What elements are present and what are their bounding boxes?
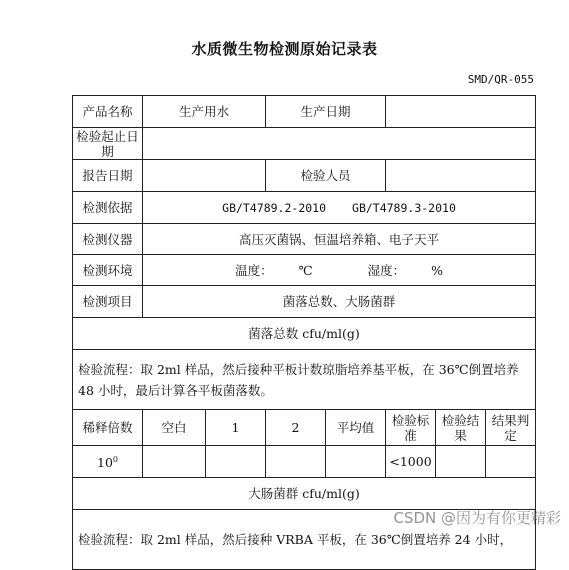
average-cell[interactable] xyxy=(326,446,386,478)
record-sheet xyxy=(72,95,535,547)
col-result-header: 检验结果 xyxy=(436,410,486,446)
plate-2-cell[interactable] xyxy=(266,446,326,478)
plate-1-cell[interactable] xyxy=(206,446,266,478)
dilution-exponent: 0 xyxy=(112,455,118,465)
judgement-cell[interactable] xyxy=(486,446,536,478)
inspector-label: 检验人员 xyxy=(266,160,386,192)
watermark: CSDN @因为有你更精彩 xyxy=(393,509,561,527)
row-colony-data xyxy=(73,446,536,478)
row-coliform-header xyxy=(73,478,536,510)
col-2-header: 2 xyxy=(266,410,326,446)
environment-value xyxy=(143,255,536,286)
col-1-header: 1 xyxy=(206,410,266,446)
instrument-label: 检测仪器 xyxy=(73,224,143,255)
colony-procedure: 检验流程：取 2ml 样品，然后接种平板计数琼脂培养基平板，在 36℃倒置培养 48 小时，最后计算各平板菌落数。 xyxy=(73,350,536,410)
standard-cell: <1000 xyxy=(386,446,436,478)
environment-label: 检测环境 xyxy=(73,255,143,286)
coliform-section-header: 大肠菌群 cfu/ml(g) xyxy=(73,478,536,510)
basis-label: 检测依据 xyxy=(73,192,143,224)
document-title: 水质微生物检测原始记录表 xyxy=(191,40,378,58)
row-basis xyxy=(73,192,536,224)
humidity-unit: % xyxy=(431,262,443,278)
col-dilution-header: 稀释倍数 xyxy=(73,410,143,446)
report-date-label: 报告日期 xyxy=(73,160,143,192)
inspector-value[interactable] xyxy=(386,160,536,192)
row-items xyxy=(73,286,536,318)
record-table xyxy=(72,95,536,570)
items-label: 检测项目 xyxy=(73,286,143,318)
product-name-label: 产品名称 xyxy=(73,96,143,128)
basis-value xyxy=(143,192,536,224)
basis-standard-2: GB/T4789.3-2010 xyxy=(352,200,456,215)
row-report-date xyxy=(73,160,536,192)
row-product xyxy=(73,96,536,128)
humidity-label: 湿度： xyxy=(367,262,406,278)
basis-standard-1: GB/T4789.2-2010 xyxy=(222,200,327,215)
row-instrument xyxy=(73,224,536,255)
col-judgement-header: 结果判定 xyxy=(486,410,536,446)
document-code: SMD/QR-055 xyxy=(467,73,534,86)
col-average-header: 平均值 xyxy=(326,410,386,446)
production-date-label: 生产日期 xyxy=(266,96,386,128)
dilution-base: 10 xyxy=(97,455,113,471)
test-period-value[interactable] xyxy=(143,128,536,160)
instrument-value: 高压灭菌锅、恒温培养箱、电子天平 xyxy=(143,224,536,255)
result-cell[interactable] xyxy=(436,446,486,478)
row-test-period xyxy=(73,128,536,160)
blank-cell[interactable] xyxy=(143,446,206,478)
temperature-unit: ℃ xyxy=(298,262,313,278)
row-colony-header xyxy=(73,318,536,350)
row-colony-procedure xyxy=(73,350,536,410)
production-date-value[interactable] xyxy=(386,96,536,128)
test-period-label: 检验起止日期 xyxy=(73,128,143,160)
coliform-procedure: 检验流程：取 2ml 样品，然后接种 VRBA 平板，在 36℃倒置培养 24 小时， xyxy=(73,510,536,570)
temperature-label: 温度： xyxy=(235,262,273,278)
row-colony-columns xyxy=(73,410,536,446)
dilution-cell xyxy=(73,446,143,478)
items-value: 菌落总数、大肠菌群 xyxy=(143,286,536,318)
colony-section-header: 菌落总数 cfu/ml(g) xyxy=(73,318,536,350)
row-environment xyxy=(73,255,536,286)
col-standard-header: 检验标准 xyxy=(386,410,436,446)
col-blank-header: 空白 xyxy=(143,410,206,446)
report-date-value[interactable] xyxy=(143,160,266,192)
product-name-value[interactable]: 生产用水 xyxy=(143,96,266,128)
